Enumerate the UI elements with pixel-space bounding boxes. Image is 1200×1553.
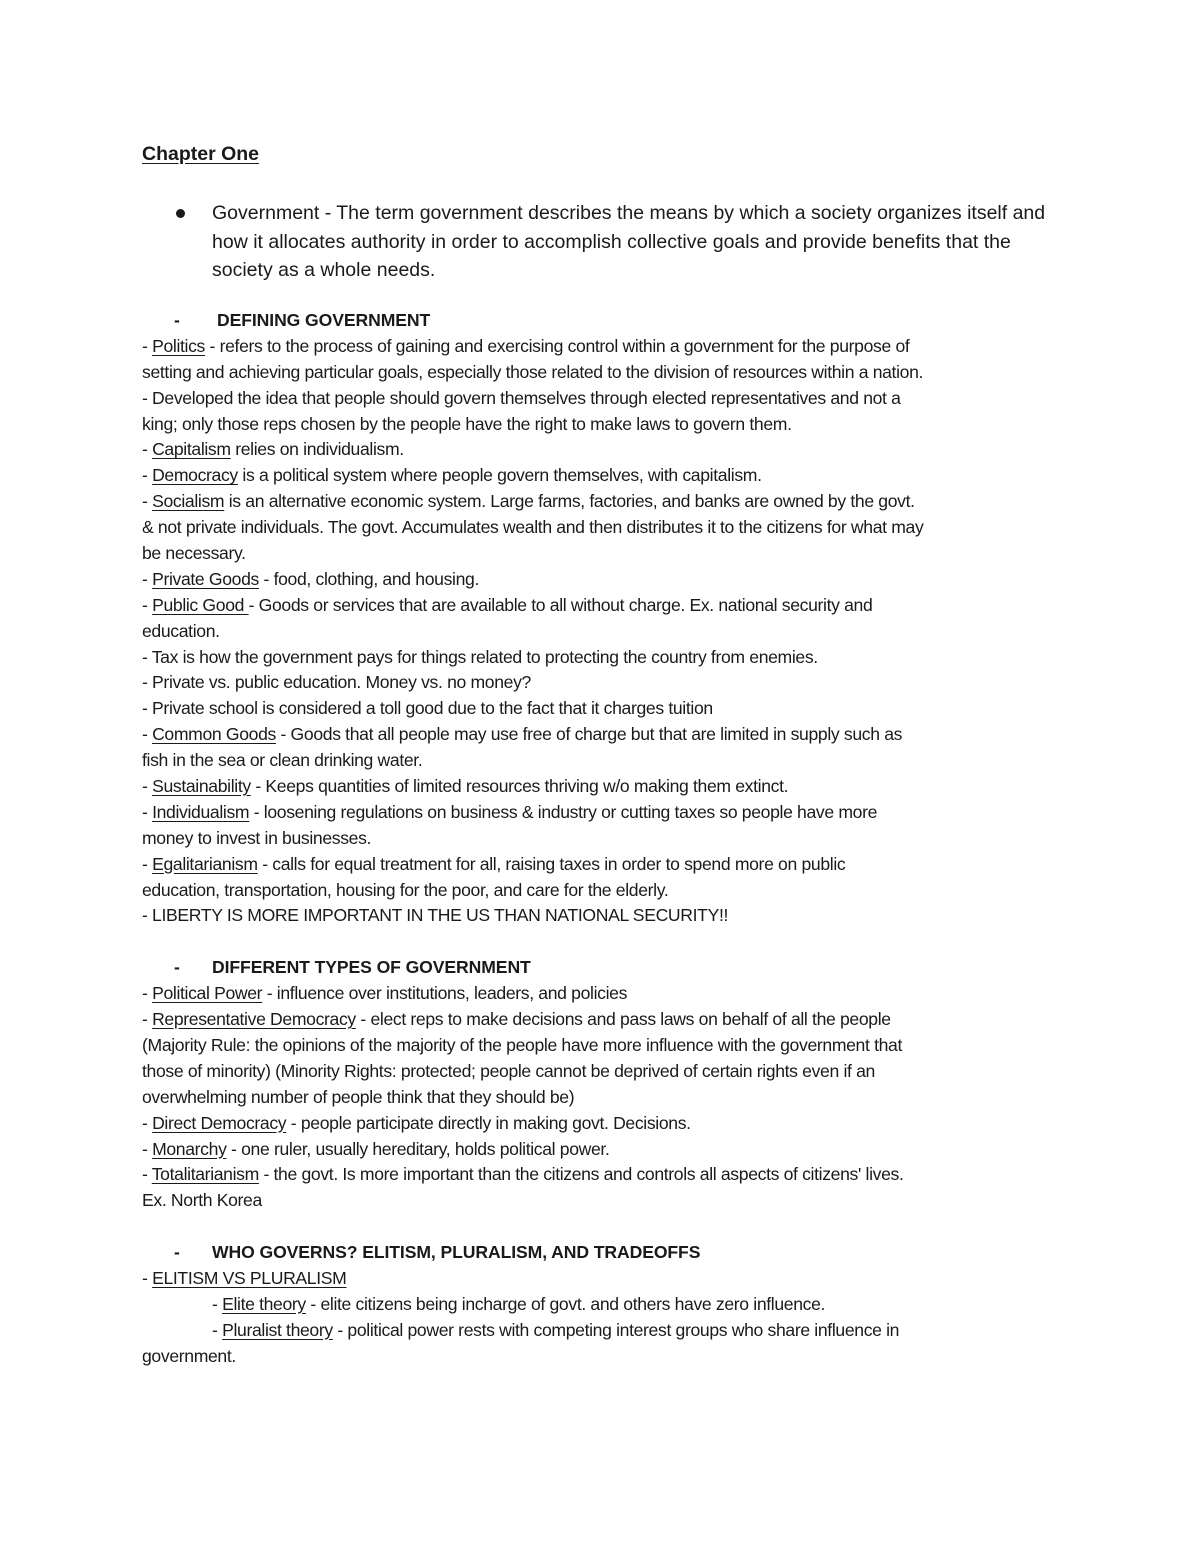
- note-line: [142, 748, 1072, 774]
- page-title: Chapter One: [142, 143, 260, 165]
- note-definition: - the govt. Is more important than the citizens and controls all aspects of citizens' lives.: [258, 1164, 904, 1185]
- note-line: [142, 619, 1072, 645]
- note-term: Sustainability: [152, 776, 251, 797]
- heading-dash: -: [174, 957, 180, 978]
- note-term: Politics: [152, 335, 205, 356]
- note-text: - Private vs. public education. Money vs. no money?: [142, 672, 531, 693]
- note-text: - LIBERTY IS MORE IMPORTANT IN THE US THAN NATIONAL SECURITY!!: [142, 905, 729, 926]
- note-dash: -: [142, 801, 153, 822]
- note-term: Political Power: [152, 983, 263, 1004]
- note-text: king; only those reps chosen by the people have the right to make laws to govern them.: [142, 413, 792, 434]
- note-line: [142, 981, 1072, 1007]
- note-text: those of minority) (Minority Rights: protected; people cannot be deprived of certain rights even if an: [142, 1060, 875, 1081]
- note-definition: - refers to the process of gaining and exercising control within a government for the purpose of: [205, 335, 910, 356]
- note-term: Democracy: [152, 465, 238, 486]
- note-line: [142, 360, 1072, 386]
- heading-text: DEFINING GOVERNMENT: [217, 310, 431, 330]
- note-line: [142, 645, 1072, 671]
- note-definition: relies on individualism.: [230, 439, 404, 460]
- note-text: (Majority Rule: the opinions of the majority of the people have more influence with the government that: [142, 1034, 903, 1055]
- note-term: Public Good: [152, 594, 249, 615]
- note-line: [142, 593, 1072, 619]
- note-line: [142, 696, 1072, 722]
- bullet-dot-icon: [176, 209, 185, 218]
- note-line: [142, 1033, 1072, 1059]
- section-gap: [142, 929, 1072, 955]
- note-text: overwhelming number of people think that they should be): [142, 1086, 575, 1107]
- heading-text: DIFFERENT TYPES OF GOVERNMENT: [212, 957, 531, 978]
- note-line: [142, 1059, 1072, 1085]
- note-dash: -: [142, 776, 153, 797]
- section-list-types: [142, 981, 1072, 1214]
- note-term: Socialism: [152, 491, 225, 512]
- note-dash: -: [142, 1112, 153, 1133]
- note-line: [142, 541, 1072, 567]
- heading-text: WHO GOVERNS? ELITISM, PLURALISM, AND TRADEOFFS: [212, 1242, 701, 1263]
- note-dash: -: [142, 594, 153, 615]
- note-dash: -: [142, 853, 153, 874]
- note-dash: -: [212, 1293, 223, 1314]
- note-dash: -: [142, 1267, 153, 1288]
- note-line: [142, 1137, 1072, 1163]
- note-dash: -: [142, 1138, 153, 1159]
- note-line: [142, 670, 1072, 696]
- note-line: [142, 1085, 1072, 1111]
- note-text: Ex. North Korea: [142, 1190, 262, 1211]
- note-definition: - calls for equal treatment for all, raising taxes in order to spend more on public: [257, 853, 846, 874]
- note-definition: - Goods or services that are available to all without charge. Ex. national security and: [248, 594, 873, 615]
- note-definition: is an alternative economic system. Large farms, factories, and banks are owned by the govt.: [224, 491, 915, 512]
- note-line: [142, 1162, 1072, 1188]
- note-definition: - people participate directly in making govt. Decisions.: [286, 1112, 691, 1133]
- section-list-governs: [142, 1266, 1072, 1370]
- note-text: education, transportation, housing for the poor, and care for the elderly.: [142, 879, 669, 900]
- note-definition: - Keeps quantities of limited resources thriving w/o making them extinct.: [250, 776, 789, 797]
- note-line: [142, 515, 1072, 541]
- note-definition: - political power rests with competing interest groups who share influence in: [332, 1319, 900, 1340]
- note-definition: - elect reps to make decisions and pass laws on behalf of all the people: [355, 1009, 891, 1030]
- section-heading-defining: [142, 308, 1072, 334]
- note-line: [142, 903, 1072, 929]
- note-text: - Private school is considered a toll good due to the fact that it charges tuition: [142, 698, 713, 719]
- intro-bullet-text: Government - The term government describes the means by which a society organizes itself and how it allocates authority in order to accomplish collective goals and provide benefits that the society as a whole needs.: [212, 202, 1046, 281]
- note-dash: -: [142, 465, 153, 486]
- note-text: fish in the sea or clean drinking water.: [142, 750, 423, 771]
- note-term: Totalitarianism: [151, 1164, 259, 1185]
- note-text: be necessary.: [142, 543, 246, 564]
- note-dash: -: [212, 1319, 223, 1340]
- note-dash: -: [142, 724, 153, 745]
- note-line: [142, 463, 1072, 489]
- note-definition: - Goods that all people may use free of charge but that are limited in supply such as: [275, 724, 903, 745]
- note-dash: -: [142, 983, 153, 1004]
- note-dash: -: [142, 491, 153, 512]
- section-heading-types: [142, 955, 1072, 981]
- note-line: [142, 437, 1072, 463]
- note-term: Common Goods: [152, 724, 276, 745]
- note-line: [142, 1318, 1072, 1344]
- heading-dash: -: [174, 310, 180, 330]
- note-dash: -: [142, 439, 153, 460]
- note-text: money to invest in businesses.: [142, 827, 372, 848]
- note-term: Monarchy: [152, 1138, 227, 1159]
- note-line: [142, 722, 1072, 748]
- note-line: [142, 489, 1072, 515]
- note-term: Pluralist theory: [222, 1319, 333, 1340]
- note-text: education.: [142, 620, 220, 641]
- note-term: Elite theory: [222, 1293, 306, 1314]
- note-definition: - influence over institutions, leaders, and policies: [262, 983, 628, 1004]
- section-gap: [142, 1214, 1072, 1240]
- note-line: [142, 334, 1072, 360]
- note-line: [142, 567, 1072, 593]
- notes-body: [142, 308, 1072, 1370]
- note-dash: -: [142, 335, 153, 356]
- note-line: [142, 386, 1072, 412]
- section-list-defining: [142, 334, 1072, 929]
- note-definition: - one ruler, usually hereditary, holds political power.: [226, 1138, 610, 1159]
- note-dash: -: [142, 1164, 152, 1185]
- note-line: [142, 826, 1072, 852]
- note-line: [142, 1344, 1072, 1370]
- note-definition: is a political system where people govern themselves, with capitalism.: [237, 465, 762, 486]
- note-line: [142, 1266, 1072, 1292]
- note-line: [142, 1111, 1072, 1137]
- note-term: Individualism: [152, 801, 250, 822]
- note-line: [142, 1188, 1072, 1214]
- note-line: [142, 412, 1072, 438]
- note-definition: - food, clothing, and housing.: [259, 568, 479, 589]
- section-heading-governs: [142, 1240, 1072, 1266]
- note-line: [142, 800, 1072, 826]
- note-text: setting and achieving particular goals, especially those related to the division of resources within a nation.: [142, 361, 924, 382]
- note-term: Direct Democracy: [152, 1112, 287, 1133]
- note-line: [142, 1292, 1072, 1318]
- note-definition: - loosening regulations on business & industry or cutting taxes so people have more: [249, 801, 878, 822]
- note-term: Representative Democracy: [152, 1009, 356, 1030]
- note-text: - Developed the idea that people should govern themselves through elected representatives and not a: [142, 387, 901, 408]
- note-text: government.: [142, 1345, 236, 1366]
- note-line: [142, 1007, 1072, 1033]
- note-term: ELITISM VS PLURALISM: [152, 1267, 347, 1288]
- heading-dash: -: [174, 1242, 180, 1263]
- note-term: Egalitarianism: [152, 853, 258, 874]
- note-line: [142, 878, 1072, 904]
- intro-bullet: [142, 199, 1062, 285]
- note-text: - Tax is how the government pays for things related to protecting the country from enemies.: [142, 646, 818, 667]
- note-text: & not private individuals. The govt. Accumulates wealth and then distributes it to the citizens for what may: [142, 517, 924, 538]
- note-term: Capitalism: [152, 439, 231, 460]
- note-dash: -: [142, 1009, 153, 1030]
- note-term: Private Goods: [152, 568, 259, 589]
- note-line: [142, 852, 1072, 878]
- note-line: [142, 774, 1072, 800]
- note-dash: -: [142, 568, 153, 589]
- note-definition: - elite citizens being incharge of govt. and others have zero influence.: [305, 1293, 826, 1314]
